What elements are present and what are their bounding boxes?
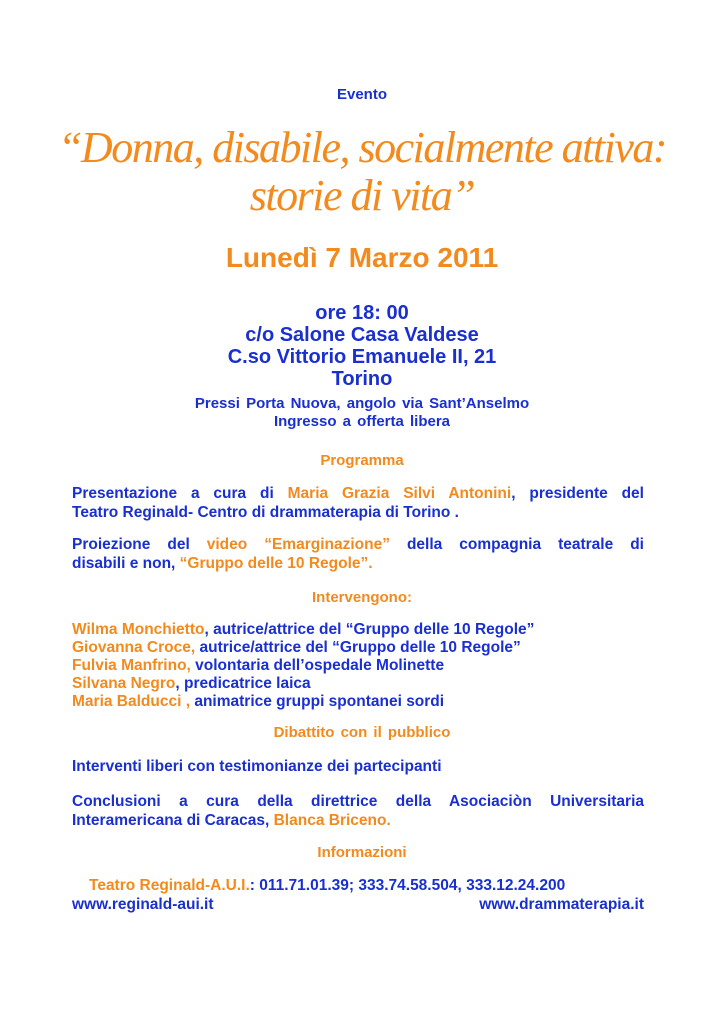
website-link-reginald[interactable]: www.reginald-aui.it bbox=[72, 895, 214, 913]
event-date: Lunedì 7 Marzo 2011 bbox=[225, 242, 499, 273]
speaker-item bbox=[72, 621, 644, 639]
speaker-role: , predicatrice laica bbox=[175, 675, 311, 692]
presentation-intro: Presentazione a cura di bbox=[72, 485, 288, 502]
presentation-paragraph bbox=[72, 485, 644, 522]
dibattito-heading: Dibattito con il pubblico bbox=[273, 724, 451, 741]
speaker-role: , autrice/attrice del “Gruppo delle 10 Regole” bbox=[204, 621, 535, 638]
presenter-name: Maria Grazia Silvi Antonini bbox=[287, 485, 512, 502]
speaker-item bbox=[72, 657, 644, 675]
projection-line2 bbox=[72, 555, 644, 574]
location-note: Pressi Porta Nuova, angolo via Sant’Anselmo bbox=[194, 395, 530, 412]
intervengono-heading: Intervengono: bbox=[312, 589, 412, 606]
speaker-name: Silvana Negro bbox=[72, 675, 176, 692]
contact-org: Teatro Reginald-A.U.I. bbox=[89, 877, 250, 894]
speaker-name: Giovanna Croce, bbox=[72, 639, 196, 656]
website-link-drammaterapia[interactable]: www.drammaterapia.it bbox=[479, 895, 644, 913]
contact-sites bbox=[72, 896, 644, 915]
contact-block bbox=[72, 877, 644, 914]
venue-block bbox=[0, 302, 724, 390]
speaker-name: Fulvia Manfrino, bbox=[72, 657, 191, 674]
speaker-role: volontaria dell’ospedale Molinette bbox=[190, 657, 445, 674]
speaker-item bbox=[72, 639, 644, 657]
speaker-item bbox=[72, 693, 644, 711]
conclusions-line2 bbox=[72, 812, 644, 831]
projection-disabili: disabili e non, bbox=[72, 554, 180, 572]
projection-intro: Proiezione del bbox=[72, 536, 207, 553]
venue-address: C.so Vittorio Emanuele II, 21 bbox=[227, 346, 497, 368]
presentation-line2: Teatro Reginald- Centro di drammaterapia di Torino . bbox=[72, 503, 459, 521]
projection-paragraph bbox=[72, 536, 644, 573]
event-title-line1: “Donna, disabile, socialmente attiva: bbox=[57, 123, 667, 172]
event-title-line2: storie di vita” bbox=[249, 171, 475, 220]
venue-name: c/o Salone Casa Valdese bbox=[245, 324, 479, 346]
projection-group: “Gruppo delle 10 Regole”. bbox=[179, 554, 373, 572]
entry-note: Ingresso a offerta libera bbox=[273, 413, 451, 430]
speaker-role: animatrice gruppi spontanei sordi bbox=[190, 693, 445, 710]
speaker-role: autrice/attrice del “Gruppo delle 10 Regole” bbox=[195, 639, 521, 656]
interventi-text: Interventi liberi con testimonianze dei partecipanti bbox=[72, 758, 442, 775]
conclusions-line1: Conclusioni a cura della direttrice della Asociaciòn Universitaria bbox=[72, 793, 644, 810]
event-time: ore 18: 00 bbox=[315, 302, 409, 324]
informazioni-heading: Informazioni bbox=[317, 844, 407, 861]
speaker-name: Maria Balducci , bbox=[72, 693, 191, 710]
conclusions-org: Interamericana di Caracas, bbox=[72, 811, 274, 829]
contact-phones: : 011.71.01.39; 333.74.58.504, 333.12.24.200 bbox=[249, 877, 566, 894]
speaker-name: Wilma Monchietto bbox=[72, 621, 205, 638]
projection-line1 bbox=[72, 536, 644, 555]
conclusions-paragraph bbox=[72, 793, 644, 830]
projection-video: video “Emarginazione” bbox=[206, 536, 390, 553]
projection-company: della compagnia teatrale di bbox=[389, 536, 644, 553]
speaker-item bbox=[72, 675, 644, 693]
conclusions-name: Blanca Briceno. bbox=[273, 811, 391, 829]
presenter-role: , presidente del bbox=[511, 485, 644, 502]
location-notes bbox=[0, 395, 724, 431]
speakers-list bbox=[72, 621, 644, 711]
event-label: Evento bbox=[336, 86, 387, 103]
programma-heading: Programma bbox=[320, 452, 404, 469]
contact-phones-line bbox=[72, 877, 644, 896]
presentation-line1 bbox=[72, 485, 644, 504]
venue-city: Torino bbox=[331, 368, 393, 390]
